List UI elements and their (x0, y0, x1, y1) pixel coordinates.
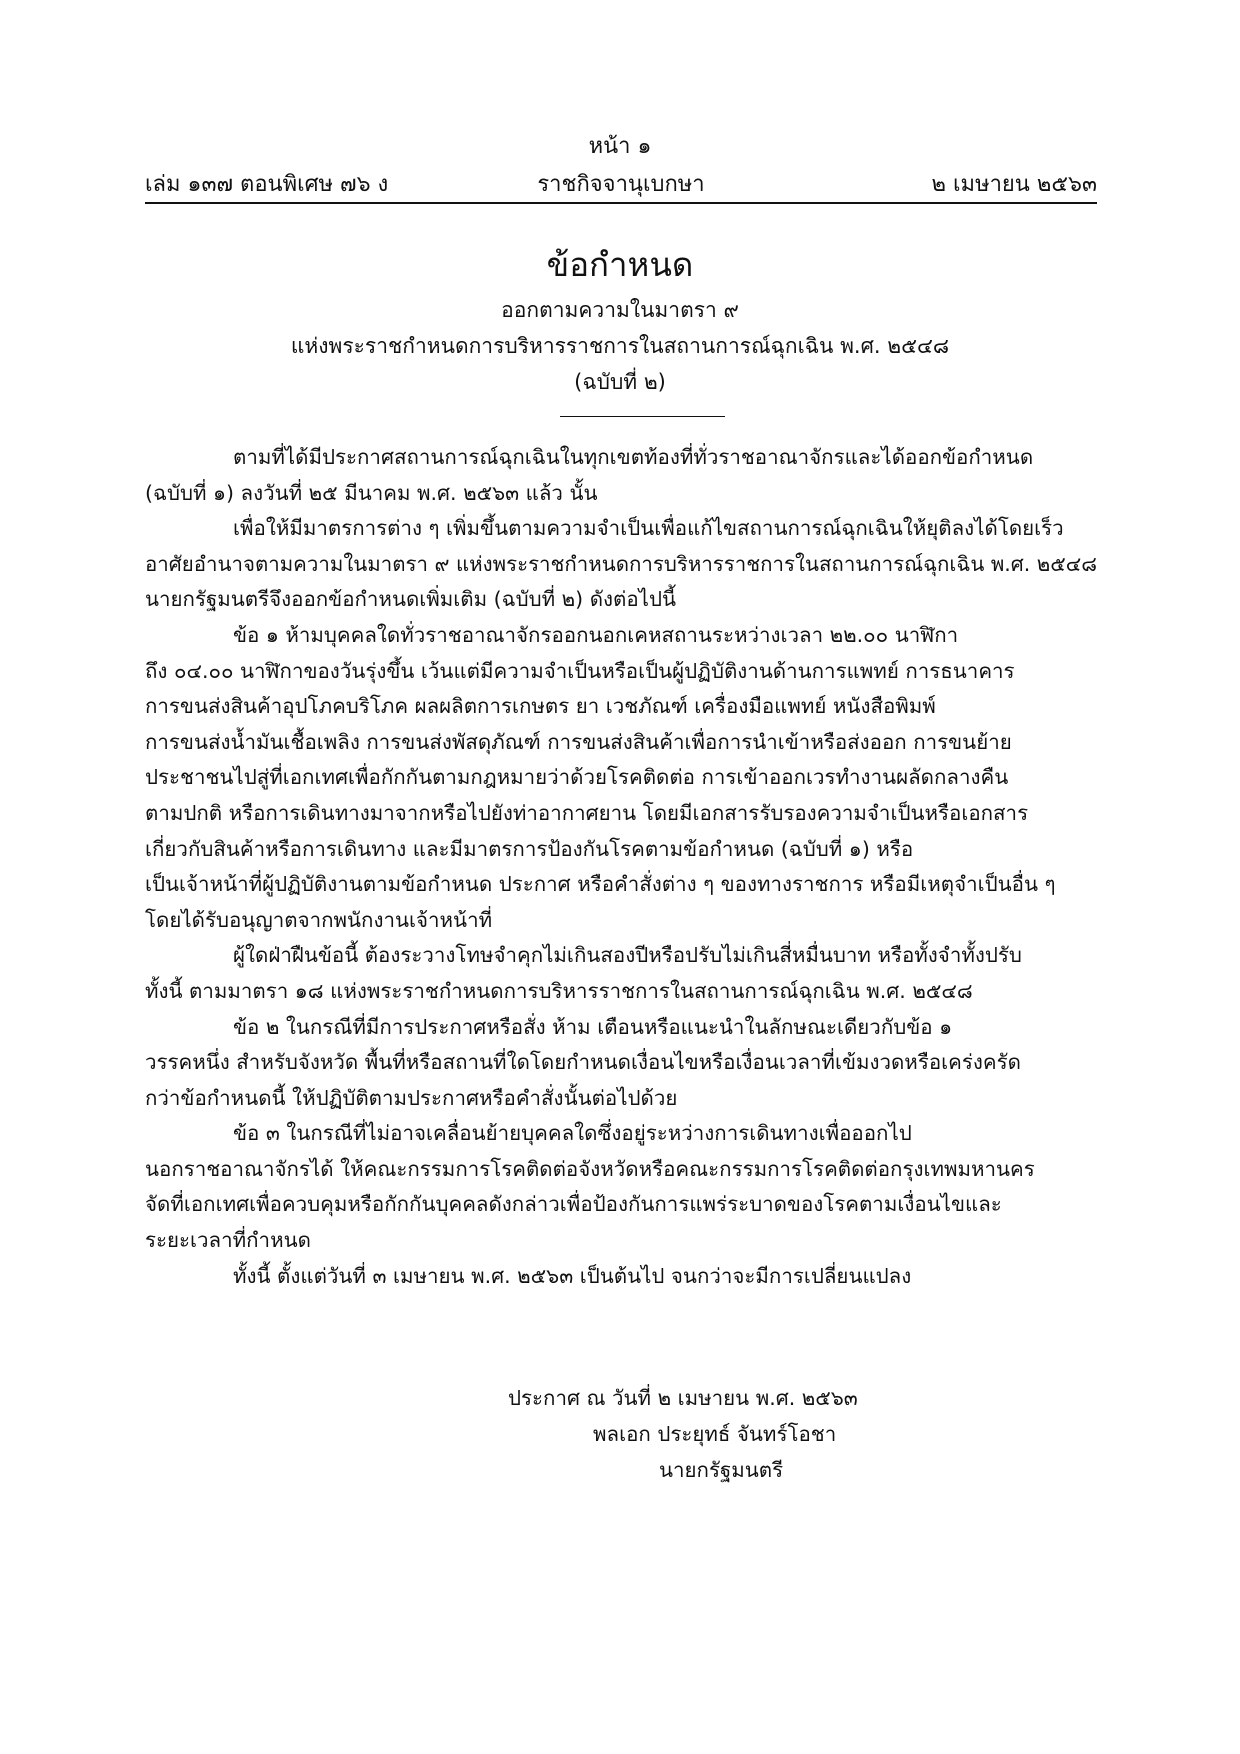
gazette-name: ราชกิจจานุเบกษา (537, 172, 705, 197)
body-line: จัดที่เอกเทศเพื่อควบคุมหรือกักกันบุคคลดังกล่าวเพื่อป้องกันการแพร่ระบาดของโรคตามเงื่อนไขและ (145, 1192, 1002, 1217)
page-number: หน้า ๑ (588, 134, 652, 159)
body-line: วรรคหนึ่ง สำหรับจังหวัด พื้นที่หรือสถานที่ใดโดยกำหนดเงื่อนไขหรือเงื่อนเวลาที่เข้มงวดหรือเคร่งครัด (145, 1050, 1021, 1075)
title-subline-2: แห่งพระราชกำหนดการบริหารราชการในสถานการณ์ฉุกเฉิน พ.ศ. ๒๕๔๘ (290, 334, 950, 358)
body-line: นอกราชอาณาจักรได้ ให้คณะกรรมการโรคติดต่อจังหวัดหรือคณะกรรมการโรคติดต่อกรุงเทพมหานคร (145, 1156, 1035, 1181)
body-line: อาศัยอำนาจตามความในมาตรา ๙ แห่งพระราชกำหนดการบริหารราชการในสถานการณ์ฉุกเฉิน พ.ศ. ๒๕๔๘ (145, 551, 1097, 576)
body-line: เพื่อให้มีมาตรการต่าง ๆ เพิ่มขึ้นตามความจำเป็นเพื่อแก้ไขสถานการณ์ฉุกเฉินให้ยุติลงได้โดยเร็ว (233, 516, 1064, 541)
volume-info: เล่ม ๑๓๗ ตอนพิเศษ ๗๖ ง (145, 172, 389, 197)
body-line: นายกรัฐมนตรีจึงออกข้อกำหนดเพิ่มเติม (ฉบับที่ ๒) ดังต่อไปนี้ (145, 587, 676, 612)
signatory-name: พลเอก ประยุทธ์ จันทร์โอชา (593, 1422, 837, 1446)
announcement-date: ประกาศ ณ วันที่ ๒ เมษายน พ.ศ. ๒๕๖๓ (508, 1386, 858, 1410)
body-line: ผู้ใดฝ่าฝืนข้อนี้ ต้องระวางโทษจำคุกไม่เกินสองปีหรือปรับไม่เกินสี่หมื่นบาท หรือทั้งจำทั้งปรับ (233, 943, 1022, 968)
body-line: กว่าข้อกำหนดนี้ ให้ปฏิบัติตามประกาศหรือคำสั่งนั้นต่อไปด้วย (145, 1085, 678, 1110)
body-line: (ฉบับที่ ๑) ลงวันที่ ๒๕ มีนาคม พ.ศ. ๒๕๖๓ แล้ว นั้น (145, 480, 598, 505)
body-line: ตามปกติ หรือการเดินทางมาจากหรือไปยังท่าอากาศยาน โดยมีเอกสารรับรองความจำเป็นหรือเอกสาร (145, 800, 1029, 825)
signatory-position: นายกรัฐมนตรี (659, 1458, 784, 1482)
body-line: ข้อ ๓ ในกรณีที่ไม่อาจเคลื่อนย้ายบุคคลใดซึ่งอยู่ระหว่างการเดินทางเพื่อออกไป (233, 1121, 912, 1146)
header-divider (145, 202, 1097, 204)
body-line: ระยะเวลาที่กำหนด (145, 1228, 311, 1253)
body-line: โดยได้รับอนุญาตจากพนักงานเจ้าหน้าที่ (145, 907, 493, 932)
document-title: ข้อกำหนด (546, 245, 694, 284)
body-line: ประชาชนไปสู่ที่เอกเทศเพื่อกักกันตามกฎหมายว่าด้วยโรคติดต่อ การเข้าออกเวรทำงานผลัดกลางคืน (145, 765, 1009, 790)
title-subline-3: (ฉบับที่ ๒) (574, 370, 666, 394)
body-line: การขนส่งน้ำมันเชื้อเพลิง การขนส่งพัสดุภัณฑ์ การขนส่งสินค้าเพื่อการนำเข้าหรือส่งออก การขนย้าย (145, 729, 1012, 754)
body-line: ถึง ๐๔.๐๐ นาฬิกาของวันรุ่งขึ้น เว้นแต่มีความจำเป็นหรือเป็นผู้ปฏิบัติงานด้านการแพทย์ การธนาคาร (145, 658, 1015, 683)
gazette-header (145, 166, 1097, 202)
body-line: ตามที่ได้มีประกาศสถานการณ์ฉุกเฉินในทุกเขตท้องที่ทั่วราชอาณาจักรและได้ออกข้อกำหนด (233, 445, 1034, 469)
body-line: การขนส่งสินค้าอุปโภคบริโภค ผลผลิตการเกษตร ยา เวชภัณฑ์ เครื่องมือแพทย์ หนังสือพิมพ์ (145, 694, 936, 719)
body-line: ทั้งนี้ ตั้งแต่วันที่ ๓ เมษายน พ.ศ. ๒๕๖๓ เป็นต้นไป จนกว่าจะมีการเปลี่ยนแปลง (233, 1263, 912, 1288)
body-line: ข้อ ๒ ในกรณีที่มีการประกาศหรือสั่ง ห้าม เตือนหรือแนะนำในลักษณะเดียวกับข้อ ๑ (233, 1014, 953, 1039)
body-line: เกี่ยวกับสินค้าหรือการเดินทาง และมีมาตรการป้องกันโรคตามข้อกำหนด (ฉบับที่ ๑) หรือ (145, 836, 914, 861)
title-subline-1: ออกตามความในมาตรา ๙ (501, 298, 739, 322)
title-divider (560, 416, 725, 417)
document-body (145, 440, 1097, 1294)
body-line: ข้อ ๑ ห้ามบุคคลใดทั่วราชอาณาจักรออกนอกเคหสถานระหว่างเวลา ๒๒.๐๐ นาฬิกา (233, 622, 959, 647)
issue-date: ๒ เมษายน ๒๕๖๓ (931, 172, 1097, 197)
body-line: ทั้งนี้ ตามมาตรา ๑๘ แห่งพระราชกำหนดการบริหารราชการในสถานการณ์ฉุกเฉิน พ.ศ. ๒๕๔๘ (145, 978, 973, 1003)
body-line: เป็นเจ้าหน้าที่ผู้ปฏิบัติงานตามข้อกำหนด ประกาศ หรือคำสั่งต่าง ๆ ของทางราชการ หรือมีเหตุจำเป็นอื่น ๆ (145, 872, 1056, 897)
